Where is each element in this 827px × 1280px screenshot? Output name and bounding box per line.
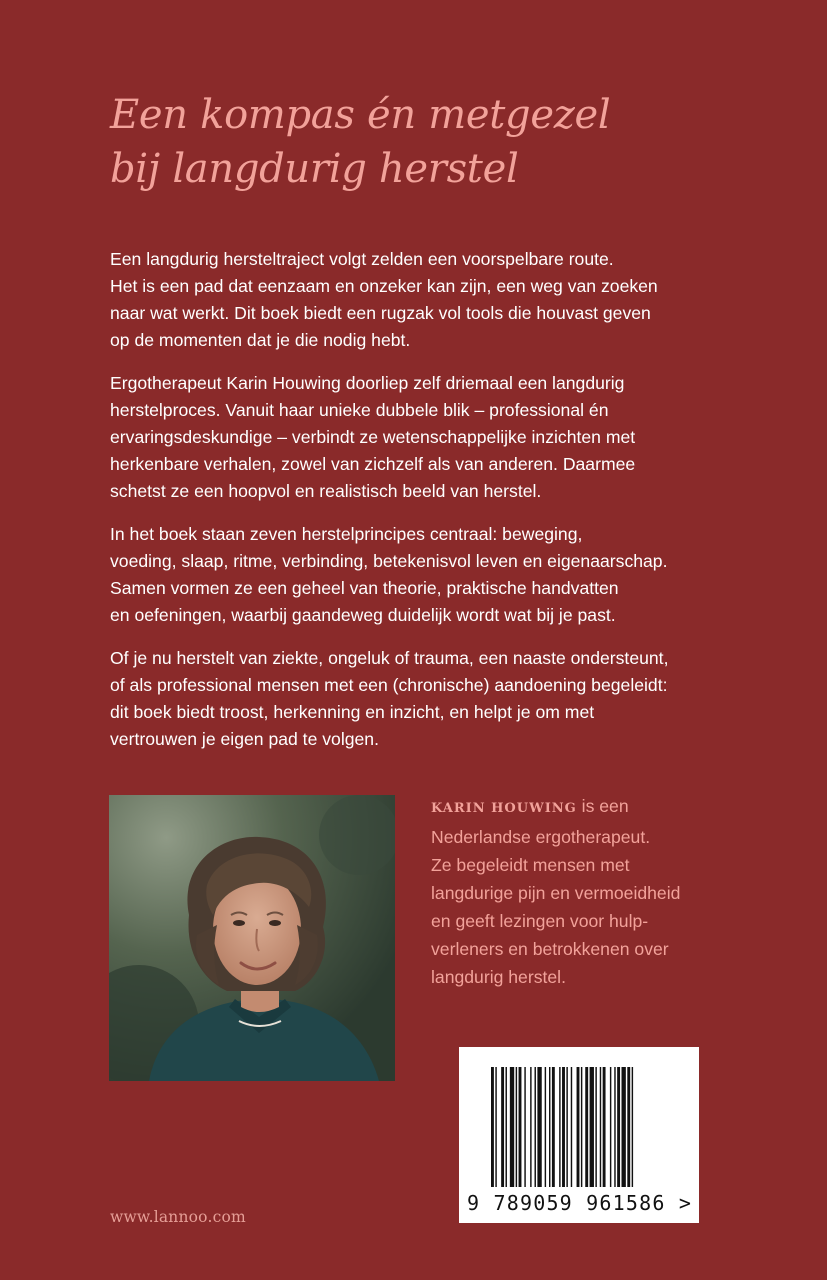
blurb-paragraph-1 — [110, 246, 730, 354]
barcode-bar — [524, 1067, 525, 1187]
barcode-bar — [501, 1067, 504, 1187]
barcode-bar — [545, 1067, 546, 1187]
blurb-paragraph-2 — [110, 370, 730, 505]
author-bio-line: Ze begeleidt mensen met — [431, 855, 630, 875]
blurb — [110, 246, 730, 769]
blurb-line: op de momenten dat je die nodig hebt. — [110, 330, 411, 350]
publisher-website: www.lannoo.com — [110, 1208, 246, 1226]
barcode-bar — [632, 1067, 633, 1187]
barcode-bar — [510, 1067, 514, 1187]
blurb-line: Samen vormen ze een geheel van theorie, praktische handvatten — [110, 578, 619, 598]
cover-title-line-2: bij langdurig herstel — [110, 146, 519, 192]
barcode-bar — [571, 1067, 572, 1187]
blurb-line: dit boek biedt troost, herkenning en inzicht, en helpt je om met — [110, 702, 595, 722]
barcode-bar — [559, 1067, 560, 1187]
isbn-barcode — [459, 1047, 699, 1223]
barcode-bar — [516, 1067, 517, 1187]
blurb-paragraph-3 — [110, 521, 730, 629]
barcode-bar — [622, 1067, 626, 1187]
barcode-bar — [566, 1067, 567, 1187]
author-bio-line: Nederlandse ergotherapeut. — [431, 827, 651, 847]
barcode-bar — [581, 1067, 582, 1187]
author-bio-intro: is een — [576, 796, 629, 816]
barcode-bar — [610, 1067, 611, 1187]
blurb-line: herkenbare verhalen, zowel van zichzelf als van anderen. Daarmee — [110, 454, 636, 474]
isbn-number: 9 789059 961586 > — [467, 1191, 693, 1215]
barcode-bar — [590, 1067, 594, 1187]
barcode-bar — [506, 1067, 507, 1187]
blurb-line: of als professional mensen met een (chronische) aandoening begeleidt: — [110, 675, 668, 695]
blurb-line: vertrouwen je eigen pad te volgen. — [110, 729, 379, 749]
author-bio-first-line — [431, 792, 731, 823]
author-photo — [109, 795, 395, 1081]
barcode-bar — [603, 1067, 606, 1187]
author-bio-line: en geeft lezingen voor hulp- — [431, 911, 649, 931]
blurb-line: schetst ze een hoopvol en realistisch beeld van herstel. — [110, 481, 542, 501]
blurb-line: In het boek staan zeven herstelprincipes centraal: beweging, — [110, 524, 583, 544]
barcode-bar — [614, 1067, 615, 1187]
barcode-bar — [491, 1067, 494, 1187]
blurb-line: Het is een pad dat eenzaam en onzeker kan zijn, een weg van zoeken — [110, 276, 658, 296]
barcode-bar — [495, 1067, 496, 1187]
barcode-bar — [600, 1067, 601, 1187]
barcode-bar — [577, 1067, 580, 1187]
barcode-bar — [537, 1067, 541, 1187]
author-bio-line: langdurig herstel. — [431, 967, 566, 987]
cover-title — [110, 88, 750, 196]
blurb-line: Ergotherapeut Karin Houwing doorliep zelf driemaal een langdurig — [110, 373, 625, 393]
blurb-line: herstelproces. Vanuit haar unieke dubbele blik – professional én — [110, 400, 609, 420]
author-bio-line: verleners en betrokkenen over — [431, 939, 669, 959]
blurb-line: voeding, slaap, ritme, verbinding, betekenisvol leven en eigenaarschap. — [110, 551, 668, 571]
barcode-bar — [562, 1067, 565, 1187]
cover-title-line-1: Een kompas én metgezel — [110, 92, 611, 138]
author-portrait-illustration — [109, 795, 395, 1081]
barcode-bar — [595, 1067, 596, 1187]
barcode-bar — [627, 1067, 630, 1187]
blurb-line: Of je nu herstelt van ziekte, ongeluk of trauma, een naaste ondersteunt, — [110, 648, 669, 668]
barcode-bar — [519, 1067, 522, 1187]
barcode-bar — [617, 1067, 620, 1187]
barcode-bar — [552, 1067, 555, 1187]
blurb-line: Een langdurig hersteltraject volgt zelden een voorspelbare route. — [110, 249, 614, 269]
barcode-bar — [585, 1067, 588, 1187]
barcode-bar — [530, 1067, 531, 1187]
author-name: KARIN HOUWING — [431, 801, 577, 816]
blurb-paragraph-4 — [110, 645, 730, 753]
author-bio-line: langdurige pijn en vermoeidheid — [431, 883, 681, 903]
barcode-bar — [549, 1067, 550, 1187]
barcode-bar — [535, 1067, 536, 1187]
blurb-line: naar wat werkt. Dit boek biedt een rugzak vol tools die houvast geven — [110, 303, 651, 323]
author-bio — [431, 792, 731, 991]
blurb-line: en oefeningen, waarbij gaandeweg duidelijk wordt wat bij je past. — [110, 605, 616, 625]
blurb-line: ervaringsdeskundige – verbindt ze wetenschappelijke inzichten met — [110, 427, 636, 447]
